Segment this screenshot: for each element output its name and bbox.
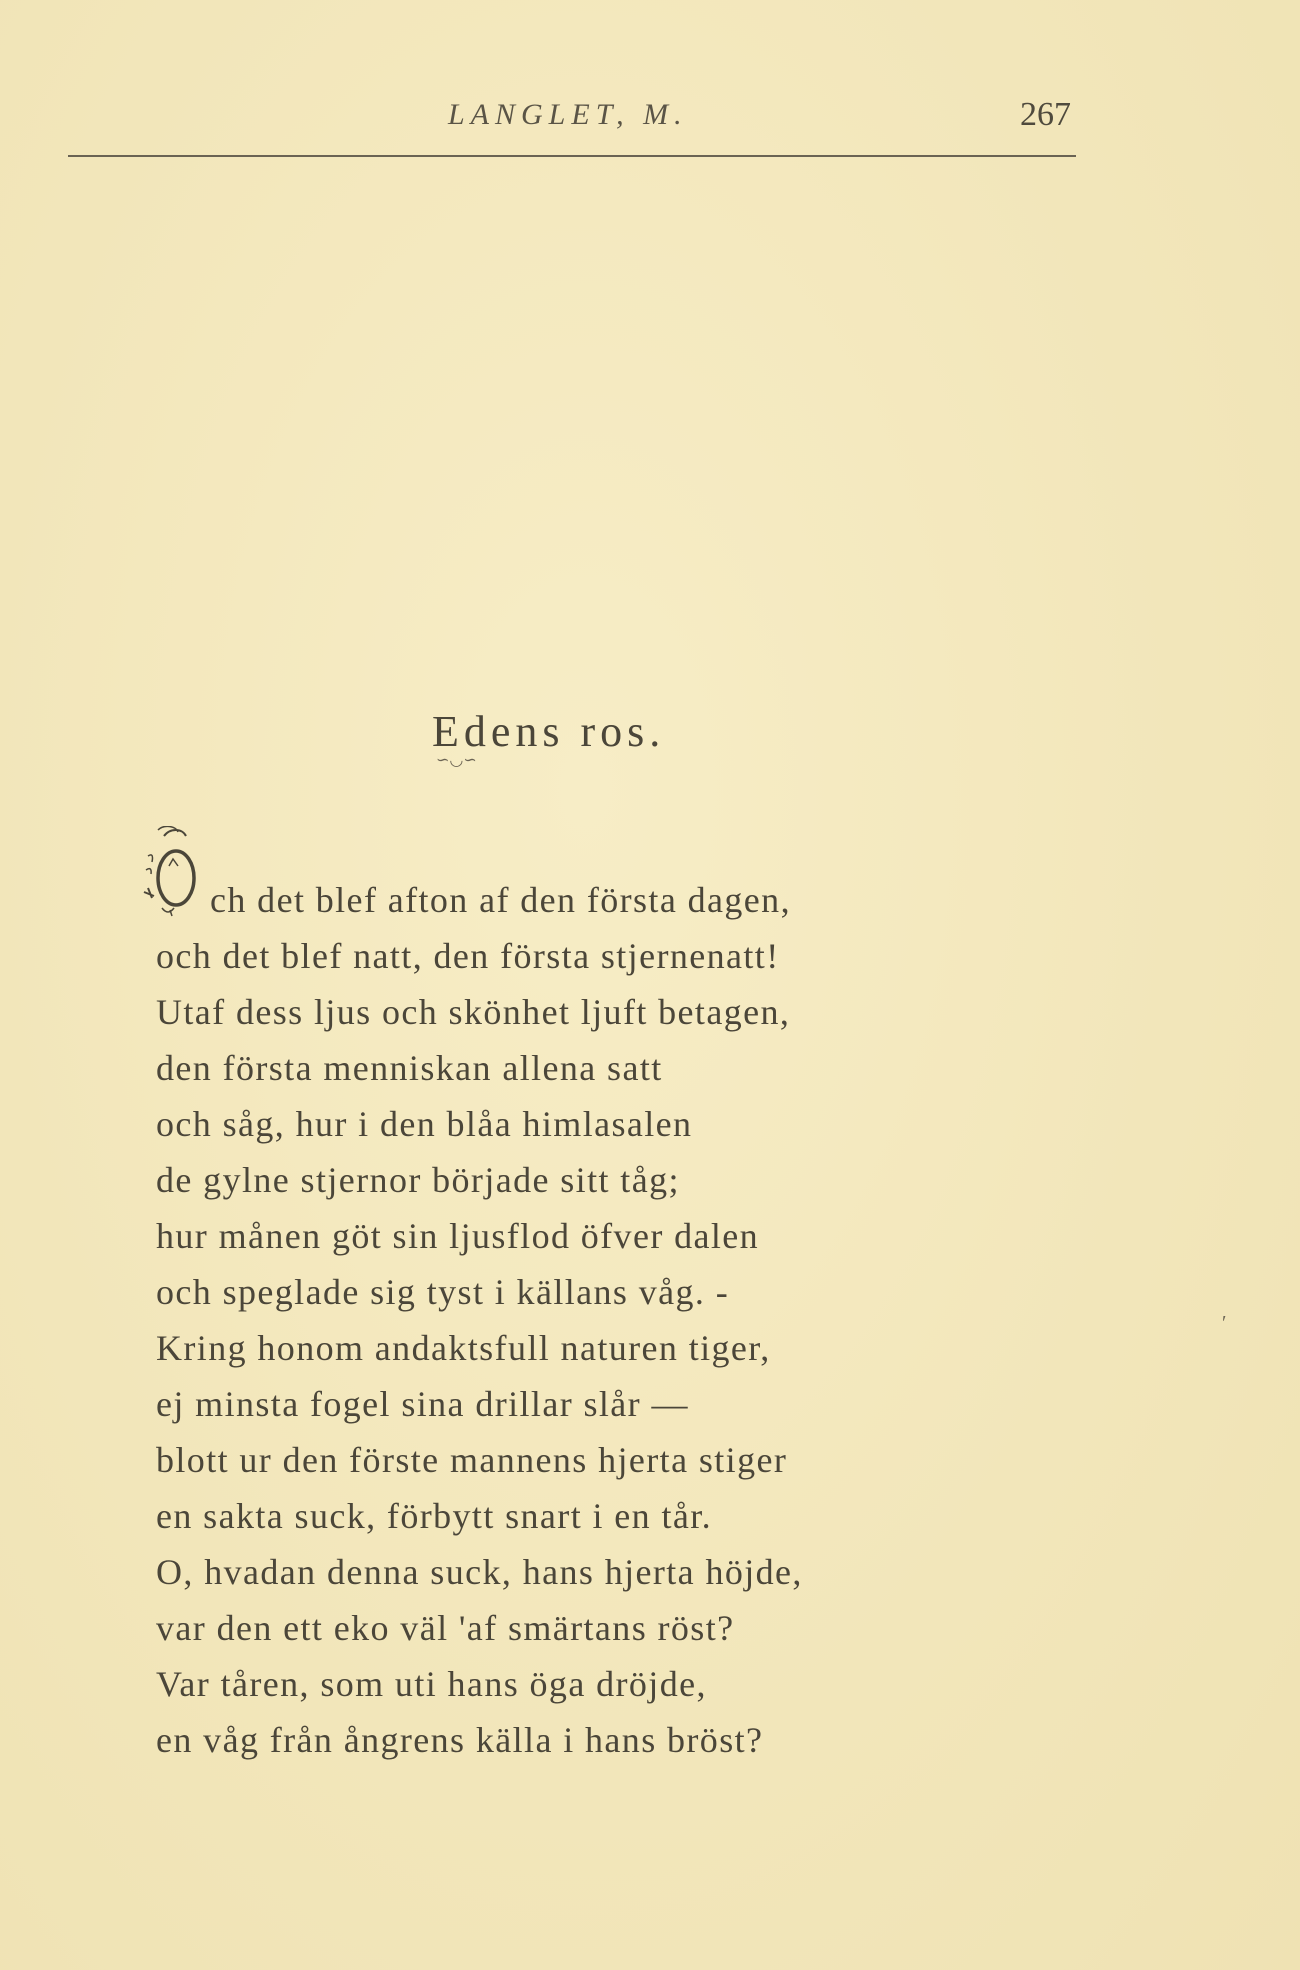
- poem-line: den första menniskan allena satt: [156, 1048, 663, 1088]
- poem-line: Utaf dess ljus och skönhet ljuft betagen,: [156, 992, 791, 1032]
- poem-line: de gylne stjernor började sitt tåg;: [156, 1160, 680, 1200]
- poem-title-text: Edens ros.: [432, 707, 666, 756]
- poem-line: Kring honom andaktsfull naturen tiger,: [156, 1328, 771, 1368]
- poem-line: Var tåren, som uti hans öga dröjde,: [156, 1664, 707, 1704]
- poem-line: och det blef natt, den första stjernenatt!: [156, 936, 780, 976]
- poem-title: [432, 706, 666, 769]
- page-number: 267: [1020, 96, 1071, 133]
- poem-line: hur månen göt sin ljusflod öfver dalen: [156, 1216, 760, 1256]
- poem-line: O, hvadan denna suck, hans hjerta höjde,: [156, 1552, 803, 1592]
- poem-line: en sakta suck, förbytt snart i en tår.: [156, 1496, 713, 1536]
- poem-line: var den ett eko väl 'af smärtans röst?: [156, 1608, 735, 1648]
- poem-line: ch det blef afton af den första dagen,: [210, 880, 791, 920]
- poem-line: en våg från ångrens källa i hans bröst?: [156, 1720, 764, 1760]
- title-flourish-ornament: ∽◡∽: [436, 752, 477, 769]
- poem-line: blott ur den förste mannens hjerta stiger: [156, 1440, 788, 1480]
- poem-line: ej minsta fogel sina drillar slår —: [156, 1384, 689, 1424]
- poem-body: [156, 872, 1156, 1768]
- stray-ink-mark: ′: [1222, 1312, 1227, 1334]
- running-head: LANGLET, M.: [448, 98, 688, 131]
- poem-line: och speglade sig tyst i källans våg. -: [156, 1272, 730, 1312]
- poem-line: och såg, hur i den blåa himlasalen: [156, 1104, 693, 1144]
- header-rule: [68, 155, 1076, 157]
